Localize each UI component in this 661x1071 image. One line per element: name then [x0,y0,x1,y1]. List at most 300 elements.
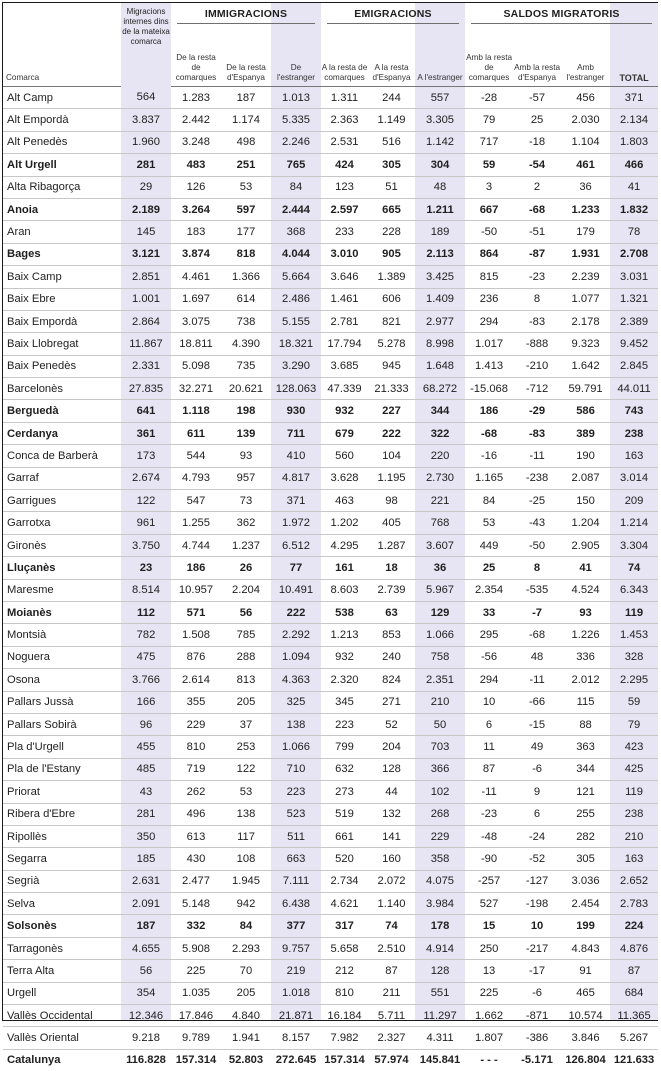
comarca-name: Garrigues [3,490,121,512]
table-cell: 209 [610,490,658,512]
table-cell: 219 [271,960,321,982]
table-row [3,378,658,400]
table-cell: 613 [171,825,221,847]
table-cell: -83 [513,422,561,444]
table-cell: 3.248 [171,131,221,153]
table-cell: 84 [465,490,513,512]
table-cell: 1.149 [368,109,415,131]
table-row [3,870,658,892]
table-cell: 56 [121,960,171,982]
table-cell: 389 [561,422,610,444]
table-cell: 4.914 [415,937,465,959]
table-row [3,624,658,646]
table-cell: 73 [221,490,271,512]
comarca-name: Conca de Barberà [3,445,121,467]
table-cell: 2.134 [610,109,658,131]
table-row [3,781,658,803]
table-cell: 2.486 [271,288,321,310]
table-cell: 281 [121,154,171,176]
header-saldo-resta-espanya: Amb la resta d'Espanya [513,29,561,87]
table-cell: 547 [171,490,221,512]
table-cell: 2.781 [321,310,368,332]
table-cell: 876 [171,646,221,668]
table-cell: 430 [171,848,221,870]
table-cell: 48 [415,176,465,198]
table-cell: 138 [221,803,271,825]
table-cell: 711 [271,422,321,444]
table-cell: 4.793 [171,467,221,489]
comarca-name: Alt Penedès [3,131,121,153]
table-cell: 224 [610,915,658,937]
table-cell: 9.789 [171,1027,221,1049]
table-cell: 68.272 [415,378,465,400]
table-cell: -52 [513,848,561,870]
table-cell: 1.195 [368,467,415,489]
table-cell: 932 [321,646,368,668]
table-cell: 4.744 [171,534,221,556]
table-row [3,87,658,109]
header-emi-resta-espanya: A la resta d'Espanya [368,29,415,87]
table-cell: 178 [415,915,465,937]
table-cell: 36 [415,557,465,579]
table-cell: 18.321 [271,333,321,355]
table-cell: 679 [321,422,368,444]
table-cell: 2.204 [221,579,271,601]
table-row [3,691,658,713]
table-cell: -210 [513,355,561,377]
table-row [3,109,658,131]
comarca-name: Alt Urgell [3,154,121,176]
table-cell: 240 [368,646,415,668]
table-cell: 3.121 [121,243,171,265]
table-cell: 350 [121,825,171,847]
table-cell: 2.905 [561,534,610,556]
table-row [3,758,658,780]
comarca-name: Solsonès [3,915,121,937]
table-cell: -24 [513,825,561,847]
table-cell: - - - [465,1049,513,1071]
table-cell: 27.835 [121,378,171,400]
table-cell: 5.658 [321,937,368,959]
table-cell: 765 [271,154,321,176]
table-cell: 810 [171,736,221,758]
table-cell: -23 [513,266,561,288]
table-row [3,646,658,668]
table-cell: 2.977 [415,310,465,332]
table-cell: 150 [561,490,610,512]
table-cell: 368 [271,221,321,243]
table-cell: 8.157 [271,1027,321,1049]
table-cell: -712 [513,378,561,400]
table-cell: 684 [610,982,658,1004]
comarca-name: Garraf [3,467,121,489]
table-cell: 663 [271,848,321,870]
comarca-name: Baix Penedès [3,355,121,377]
table-cell: 63 [368,601,415,623]
table-cell: -50 [513,534,561,556]
table-row [3,937,658,959]
table-cell: 2.652 [610,870,658,892]
table-cell: 91 [561,960,610,982]
table-cell: 810 [321,982,368,1004]
table-cell: 183 [171,221,221,243]
table-cell: 665 [368,198,415,220]
table-cell: 4.390 [221,333,271,355]
table-cell: 253 [221,736,271,758]
table-cell: 1.233 [561,198,610,220]
table-cell: 2.614 [171,669,221,691]
table-cell: 21.871 [271,1005,321,1027]
table-cell: 1.321 [610,288,658,310]
table-row [3,803,658,825]
table-cell: 4.295 [321,534,368,556]
table-cell: 3.305 [415,109,465,131]
table-cell: 12.346 [121,1005,171,1027]
table-cell: 70 [221,960,271,982]
table-cell: 139 [221,422,271,444]
table-cell: 204 [368,736,415,758]
total-row [3,1049,658,1071]
table-row [3,669,658,691]
table-cell: 56 [221,601,271,623]
table-cell: 2.739 [368,579,415,601]
table-cell: 2.113 [415,243,465,265]
table-cell: -11 [465,781,513,803]
table-cell: 3.014 [610,467,658,489]
table-cell: 6.512 [271,534,321,556]
table-cell: 9.218 [121,1027,171,1049]
table-cell: 1.066 [271,736,321,758]
comarca-name: Ribera d'Ebre [3,803,121,825]
table-cell: 519 [321,803,368,825]
table-cell: 2.189 [121,198,171,220]
table-row [3,825,658,847]
table-cell: 2.351 [415,669,465,691]
comarca-name: Moianès [3,601,121,623]
table-cell: 799 [321,736,368,758]
table-cell: 905 [368,243,415,265]
table-row [3,534,658,556]
table-row [3,243,658,265]
table-cell: -198 [513,893,561,915]
table-cell: 7.111 [271,870,321,892]
table-cell: 560 [321,445,368,467]
table-cell: 1.960 [121,131,171,153]
table-cell: 5.711 [368,1005,415,1027]
table-cell: -238 [513,467,561,489]
table-cell: 425 [610,758,658,780]
table-cell: 223 [271,781,321,803]
comarca-name: Segarra [3,848,121,870]
table-cell: -56 [465,646,513,668]
table-cell: 1.174 [221,109,271,131]
comarca-name: Anoia [3,198,121,220]
table-cell: 87 [610,960,658,982]
comarca-name: Baix Camp [3,266,121,288]
table-cell: 1.142 [415,131,465,153]
table-cell: 345 [321,691,368,713]
table-cell: -127 [513,870,561,892]
table-cell: 220 [415,445,465,467]
table-cell: 36 [561,176,610,198]
table-cell: -17 [513,960,561,982]
table-cell: 49 [513,736,561,758]
table-cell: 1.409 [415,288,465,310]
table-cell: 44.011 [610,378,658,400]
table-cell: 59 [465,154,513,176]
table-cell: 1.807 [465,1027,513,1049]
table-cell: 3.750 [121,534,171,556]
table-cell: 5.155 [271,310,321,332]
table-cell: 815 [465,266,513,288]
table-cell: 11.365 [610,1005,658,1027]
table-cell: 126.804 [561,1049,610,1071]
table-cell: 2.734 [321,870,368,892]
table-row [3,713,658,735]
table-cell: 9.757 [271,937,321,959]
comarca-name: Ripollès [3,825,121,847]
table-cell: 1.104 [561,131,610,153]
comarca-name: Gironès [3,534,121,556]
table-cell: 5.967 [415,579,465,601]
table-cell: 225 [171,960,221,982]
table-cell: 2.730 [415,467,465,489]
table-cell: -888 [513,333,561,355]
table-cell: 33 [465,601,513,623]
table-cell: 1.013 [271,87,321,109]
table-cell: 3.607 [415,534,465,556]
table-cell: 4.363 [271,669,321,691]
table-cell: 466 [610,154,658,176]
table-cell: 2.320 [321,669,368,691]
table-cell: 108 [221,848,271,870]
table-cell: 122 [221,758,271,780]
table-cell: 1.972 [271,512,321,534]
table-cell: 1.697 [171,288,221,310]
comarca-name: Cerdanya [3,422,121,444]
table-cell: 405 [368,512,415,534]
table-cell: 189 [415,221,465,243]
table-cell: -257 [465,870,513,892]
comarca-name: Barcelonès [3,378,121,400]
table-row [3,601,658,623]
table-cell: 597 [221,198,271,220]
table-cell: 288 [221,646,271,668]
table-cell: 785 [221,624,271,646]
table-cell: -5.171 [513,1049,561,1071]
table-cell: 123 [321,176,368,198]
comarca-name: Vallès Oriental [3,1027,121,1049]
header-comarca: Comarca [3,29,121,87]
table-cell: 212 [321,960,368,982]
table-cell: 17.794 [321,333,368,355]
header-emi-estranger: A l'estranger [415,29,465,87]
table-cell: 1.204 [561,512,610,534]
table-cell: 52 [368,713,415,735]
table-cell: 225 [465,982,513,1004]
table-cell: 2.597 [321,198,368,220]
table-cell: 2.327 [368,1027,415,1049]
table-cell: 161 [321,557,368,579]
table-cell: 527 [465,893,513,915]
table-cell: -23 [465,803,513,825]
table-cell: 632 [321,758,368,780]
table-cell: 11.297 [415,1005,465,1027]
table-row [3,288,658,310]
comarca-name: Berguedà [3,400,121,422]
table-cell: 2.864 [121,310,171,332]
table-cell: 1.453 [610,624,658,646]
table-cell: 25 [465,557,513,579]
table-cell: -871 [513,1005,561,1027]
comarca-name: Terra Alta [3,960,121,982]
table-cell: 74 [610,557,658,579]
table-cell: 294 [465,310,513,332]
table-cell: 2.292 [271,624,321,646]
table-row [3,131,658,153]
table-cell: 186 [465,400,513,422]
table-cell: 2.674 [121,467,171,489]
table-cell: 2.363 [321,109,368,131]
table-cell: 424 [321,154,368,176]
table-cell: 782 [121,624,171,646]
table-cell: 128 [415,960,465,982]
table-cell: 667 [465,198,513,220]
table-cell: 544 [171,445,221,467]
table-cell: 8.998 [415,333,465,355]
table-row [3,982,658,1004]
table-cell: 271 [368,691,415,713]
table-cell: 1.648 [415,355,465,377]
table-cell: 1.165 [465,467,513,489]
table-cell: 255 [561,803,610,825]
comarca-name: Montsià [3,624,121,646]
table-cell: 26 [221,557,271,579]
table-cell: 3.846 [561,1027,610,1049]
table-cell: 932 [321,400,368,422]
table-row [3,579,658,601]
table-cell: 344 [561,758,610,780]
table-cell: -18 [513,131,561,153]
table-cell: 6.438 [271,893,321,915]
table-cell: 98 [368,490,415,512]
table-cell: 4.655 [121,937,171,959]
migration-table [3,3,658,1071]
table-cell: 5.664 [271,266,321,288]
table-cell: 325 [271,691,321,713]
table-cell: 5.098 [171,355,221,377]
table-cell: 2.239 [561,266,610,288]
table-row [3,333,658,355]
table-cell: -16 [465,445,513,467]
table-cell: 32.271 [171,378,221,400]
comarca-name: Maresme [3,579,121,601]
comarca-name: Urgell [3,982,121,1004]
table-cell: 10.574 [561,1005,610,1027]
table-body [3,87,658,1071]
table-cell: 132 [368,803,415,825]
table-cell: 102 [415,781,465,803]
table-row [3,266,658,288]
table-cell: 87 [368,960,415,982]
table-cell: 1.035 [171,982,221,1004]
table-cell: -15 [513,713,561,735]
table-cell: 4.621 [321,893,368,915]
table-cell: 129 [415,601,465,623]
table-cell: -51 [513,221,561,243]
table-cell: -90 [465,848,513,870]
table-cell: 6.343 [610,579,658,601]
table-cell: 210 [610,825,658,847]
comarca-name: Priorat [3,781,121,803]
table-cell: 163 [610,445,658,467]
table-cell: 4.876 [610,937,658,959]
table-cell: 3 [465,176,513,198]
table-cell: 1.140 [368,893,415,915]
comarca-name: Baix Llobregat [3,333,121,355]
table-cell: 4.044 [271,243,321,265]
table-cell: 43 [121,781,171,803]
table-cell: 661 [321,825,368,847]
table-cell: 138 [271,713,321,735]
table-cell: 719 [171,758,221,780]
comarca-name: Alt Camp [3,87,121,109]
migration-table-frame [2,2,658,1021]
table-cell: 78 [610,221,658,243]
table-cell: -54 [513,154,561,176]
comarca-name: Pla de l'Estany [3,758,121,780]
table-cell: 2.454 [561,893,610,915]
table-cell: 10 [465,691,513,713]
table-cell: 88 [561,713,610,735]
table-cell: 166 [121,691,171,713]
table-cell: 1.945 [221,870,271,892]
table-cell: 2.845 [610,355,658,377]
table-cell: 190 [561,445,610,467]
table-cell: 222 [271,601,321,623]
table-cell: 294 [465,669,513,691]
table-cell: 160 [368,848,415,870]
table-cell: 2.442 [171,109,221,131]
table-cell: 145.841 [415,1049,465,1071]
table-cell: 173 [121,445,171,467]
table-cell: 18 [368,557,415,579]
table-cell: 74 [368,915,415,937]
table-cell: 930 [271,400,321,422]
table-row [3,400,658,422]
table-cell: 363 [561,736,610,758]
table-cell: 2.354 [465,579,513,601]
comarca-name: Pla d'Urgell [3,736,121,758]
table-cell: 332 [171,915,221,937]
table-cell: 145 [121,221,171,243]
table-cell: 564 [121,87,171,109]
comarca-name: Pallars Sobirà [3,713,121,735]
table-cell: 538 [321,601,368,623]
table-row [3,960,658,982]
table-cell: 551 [415,982,465,1004]
table-cell: 1.255 [171,512,221,534]
table-cell: 1.066 [415,624,465,646]
table-cell: 5.908 [171,937,221,959]
table-cell: 1.118 [171,400,221,422]
table-cell: 606 [368,288,415,310]
table-cell: 3.036 [561,870,610,892]
table-cell: 344 [415,400,465,422]
table-cell: 305 [561,848,610,870]
table-cell: 2.091 [121,893,171,915]
table-cell: 305 [368,154,415,176]
